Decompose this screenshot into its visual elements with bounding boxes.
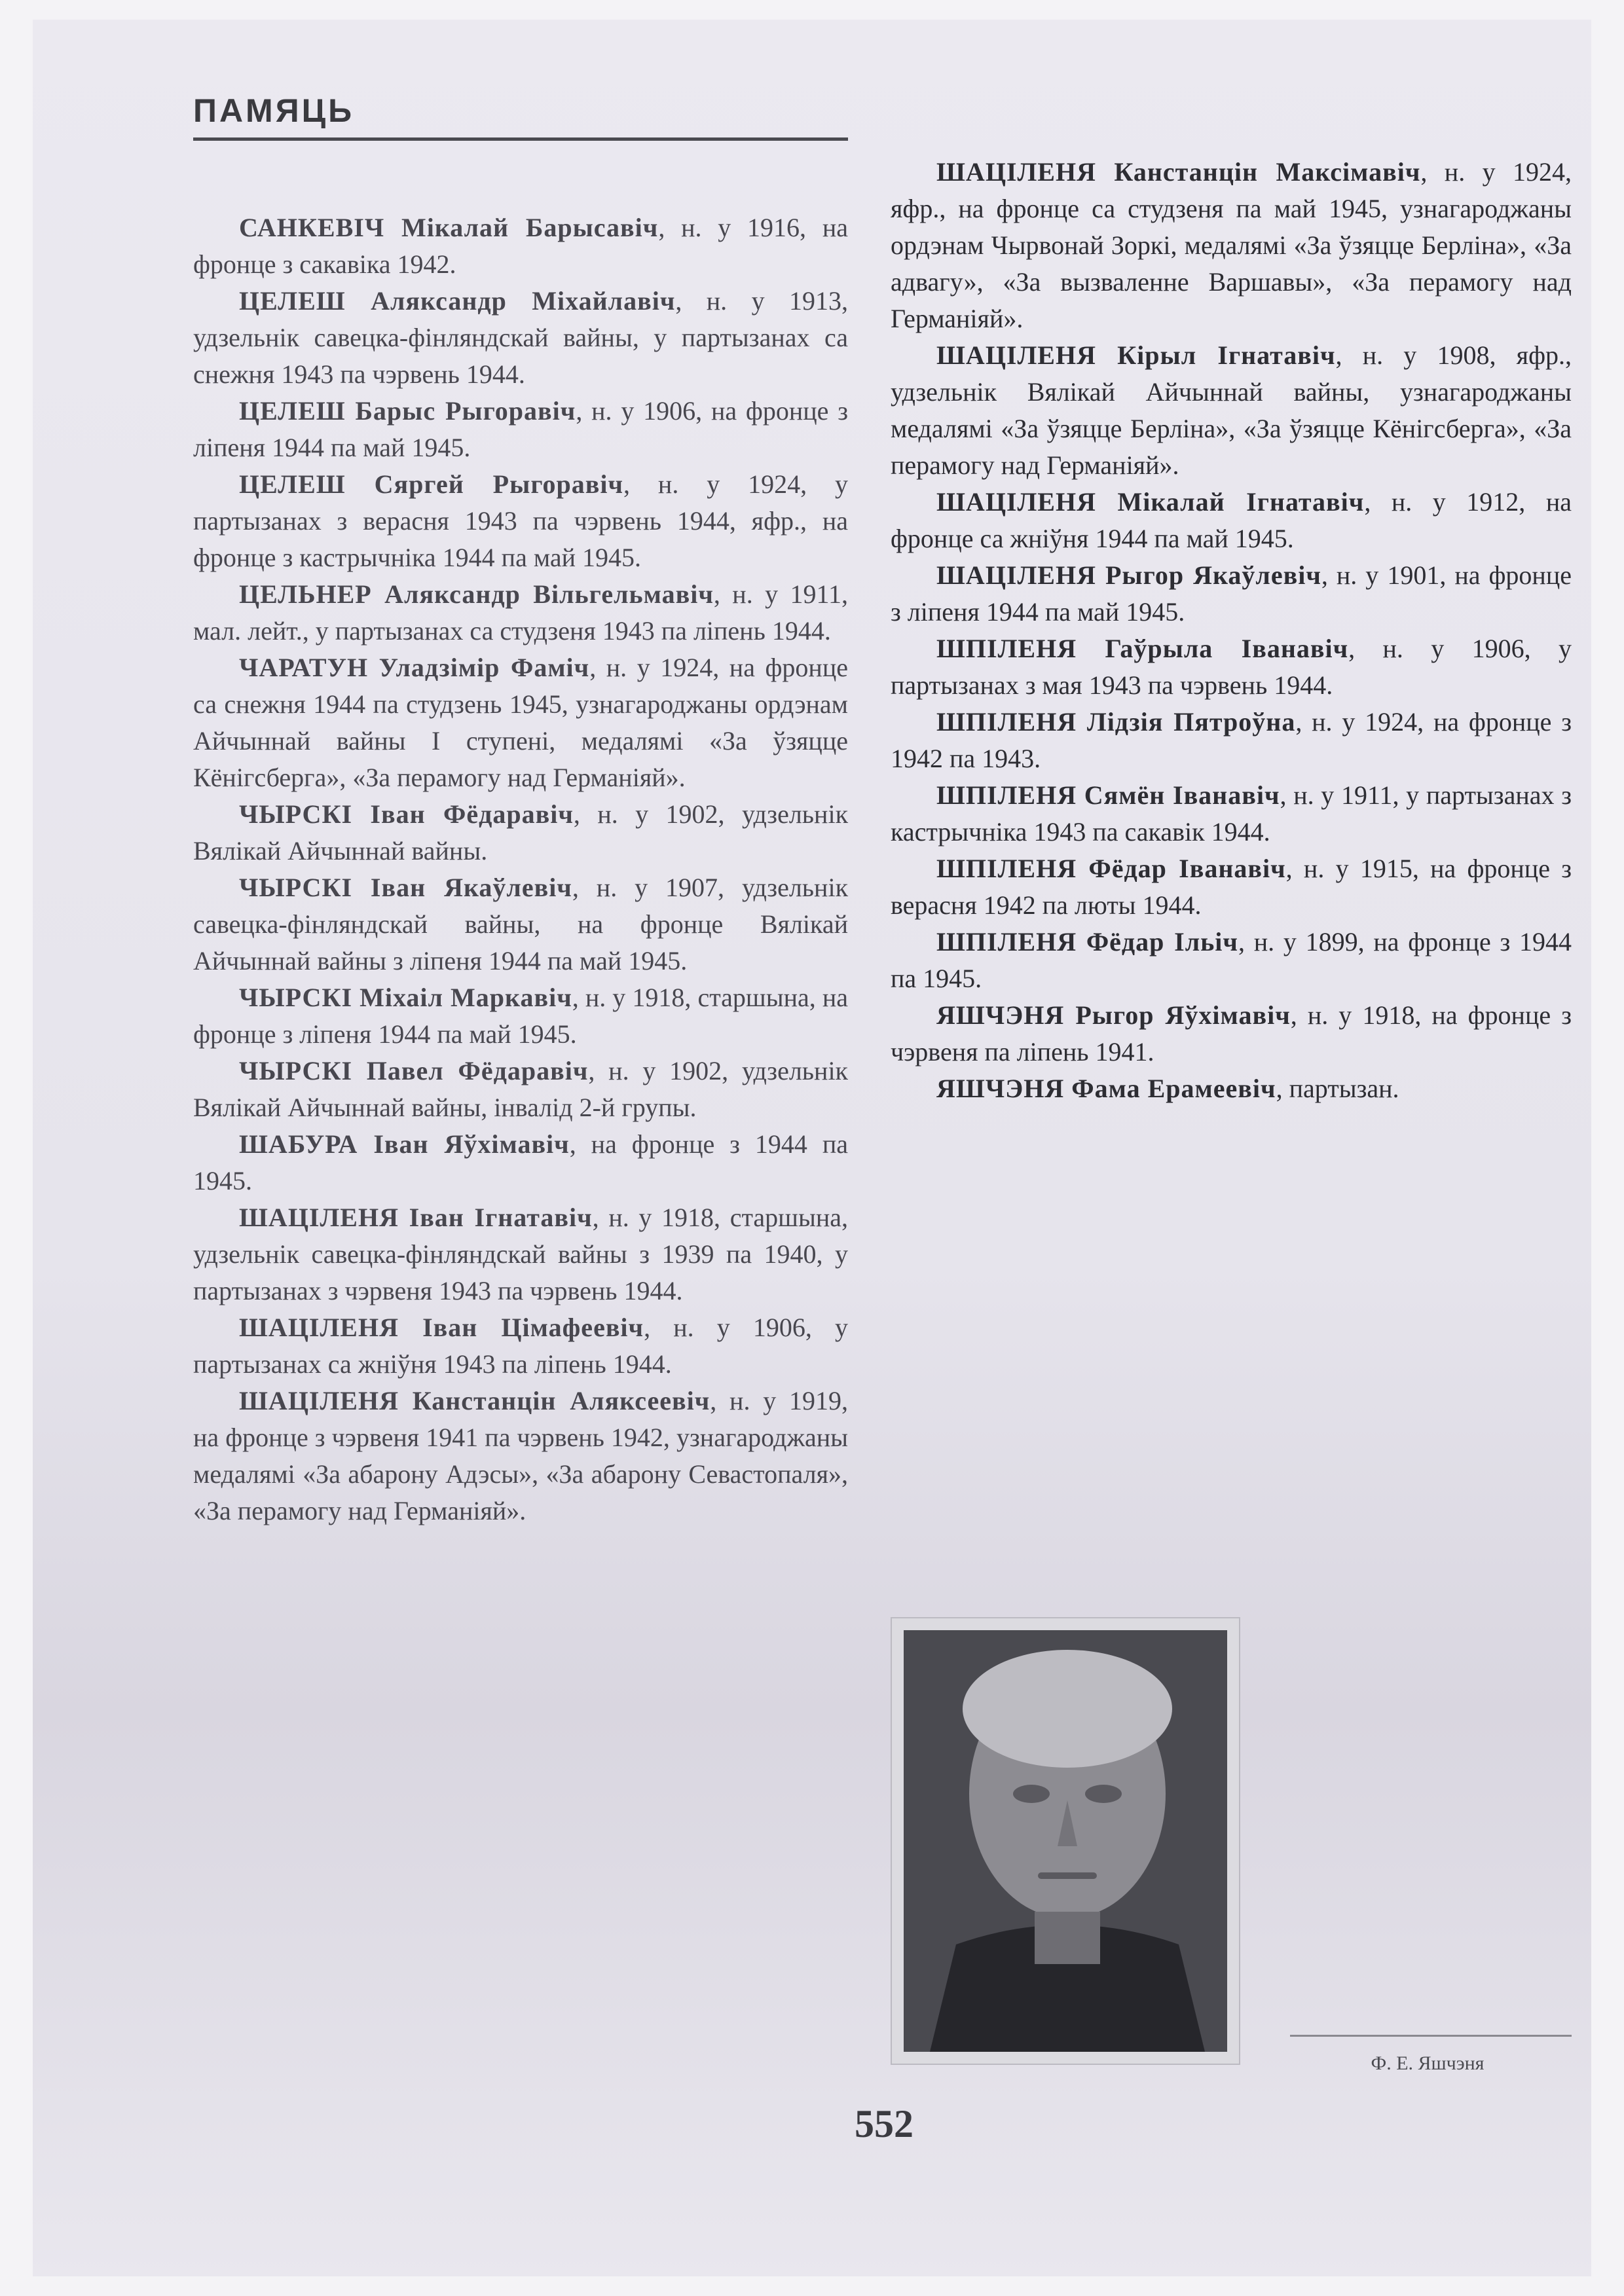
entry-name: ЧЫРСКІ Павел Фёдаравіч — [239, 1056, 589, 1085]
entry-text: , партызан. — [1276, 1074, 1399, 1103]
entry-text: , н. у 1908, яфр., удзельнік Вялікай Айчыннай вайны, узнагароджаны медалямі «За ўзяцце Берліна», «За ўзяцце Кёнігсберга», «За перамогу над Германіяй». — [891, 340, 1572, 480]
list-item — [193, 210, 848, 283]
list-item — [891, 630, 1572, 704]
list-item — [193, 1383, 848, 1529]
entry-text: , н. у 1906, у партызанах са жніўня 1943 па ліпень 1944. — [193, 1313, 848, 1379]
list-item — [891, 704, 1572, 777]
entry-name: ЦЕЛЬНЕР Аляксандр Вільгельмавіч — [239, 579, 714, 609]
entry-text: , н. у 1912, на фронце са жніўня 1944 па май 1945. — [891, 487, 1572, 553]
entry-text: , н. у 1899, на фронце з 1944 па 1945. — [891, 927, 1572, 993]
entry-name: ШАЦІЛЕНЯ Канстанцін Максімавіч — [936, 157, 1421, 187]
entry-name: ШАЦІЛЕНЯ Канстанцін Аляксеевіч — [239, 1386, 710, 1415]
right-column — [891, 154, 1572, 1107]
entry-name: ШАЦІЛЕНЯ Рыгор Якаўлевіч — [936, 560, 1321, 590]
list-item — [193, 283, 848, 393]
list-item — [891, 337, 1572, 484]
list-item — [891, 777, 1572, 850]
list-item — [193, 649, 848, 796]
entry-name: ШПІЛЕНЯ Гаўрыла Іванавіч — [936, 634, 1349, 663]
portrait-photo — [891, 1617, 1240, 2065]
entry-text: , на фронце з 1944 па 1945. — [193, 1129, 848, 1195]
list-item — [193, 796, 848, 869]
list-item — [891, 850, 1572, 924]
entry-text: , н. у 1919, на фронце з чэрвеня 1941 па чэрвень 1942, узнагароджаны медалямі «За абарону Адэсы», «За абарону Севастопаля», «За перамогу над Германіяй». — [193, 1386, 848, 1525]
entry-text: , н. у 1916, на фронце з сакавіка 1942. — [193, 213, 848, 279]
entry-text: , н. у 1918, на фронце з чэрвеня па ліпень 1941. — [891, 1000, 1572, 1066]
entry-text: , н. у 1902, удзельнік Вялікай Айчыннай вайны. — [193, 799, 849, 866]
entry-text: , н. у 1918, старшына, удзельнік савецка-фінляндскай вайны з 1939 па 1940, у партызанах з чэрвеня 1943 па чэрвень 1944. — [193, 1203, 848, 1305]
page-sheet — [33, 20, 1591, 2276]
entry-text: , н. у 1911, у партызанах з кастрычніка 1943 па сакавік 1944. — [891, 780, 1572, 847]
list-item — [193, 466, 848, 576]
entry-name: ЦЕЛЕШ Аляксандр Міхайлавіч — [239, 286, 676, 316]
list-item — [891, 924, 1572, 997]
caption-divider — [1290, 2035, 1572, 2037]
entry-name: ЯШЧЭНЯ Рыгор Яўхімавіч — [936, 1000, 1291, 1030]
entry-name: САНКЕВІЧ Мікалай Барысавіч — [239, 213, 659, 242]
portrait-image — [904, 1630, 1227, 2052]
page-header-title: ПАМЯЦЬ — [193, 92, 355, 129]
list-item — [193, 1309, 848, 1383]
header-divider — [193, 137, 848, 141]
list-item — [193, 1053, 848, 1126]
entry-text: , н. у 1918, старшына, на фронце з ліпеня 1944 па май 1945. — [193, 983, 848, 1049]
list-item — [193, 869, 848, 979]
entry-text: , н. у 1924, яфр., на фронце са студзеня па май 1945, узнагароджаны ордэнам Чырвонай Зоркі, медалямі «За ўзяцце Берліна», «За адвагу», «За вызваленне Варшавы», «За перамогу над Германіяй». — [891, 157, 1572, 333]
entry-name: ЧЫРСКІ Міхаіл Маркавіч — [239, 983, 572, 1012]
entry-text: , н. у 1915, на фронце з верасня 1942 па люты 1944. — [891, 854, 1572, 920]
list-item — [891, 484, 1572, 557]
entry-text: , н. у 1907, удзельнік савецка-фінляндскай вайны, на фронце Вялікай Айчыннай вайны з ліпеня 1944 па май 1945. — [193, 873, 848, 975]
entry-text: , н. у 1913, удзельнік савецка-фінляндскай вайны, у партызанах са снежня 1943 па чэрвень 1944. — [193, 286, 848, 389]
list-item — [193, 1126, 848, 1199]
entry-text: , н. у 1902, удзельнік Вялікай Айчыннай вайны, інвалід 2-й групы. — [193, 1056, 848, 1122]
entry-name: ШАЦІЛЕНЯ Іван Ігнатавіч — [239, 1203, 593, 1232]
list-item — [891, 154, 1572, 337]
entry-name: ШПІЛЕНЯ Фёдар Іванавіч — [936, 854, 1286, 883]
entry-name: ЧЫРСКІ Іван Фёдаравіч — [239, 799, 574, 829]
entry-text: , н. у 1901, на фронце з ліпеня 1944 па май 1945. — [891, 560, 1572, 627]
page-number: 552 — [855, 2102, 913, 2145]
list-item — [193, 576, 848, 649]
list-item — [891, 997, 1572, 1070]
list-item — [193, 979, 848, 1053]
entry-name: ШПІЛЕНЯ Фёдар Ільіч — [936, 927, 1238, 957]
entry-text: , н. у 1924, у партызанах з верасня 1943 па чэрвень 1944, яфр., на фронце з кастрычніка 1944 па май 1945. — [193, 469, 848, 572]
entry-text: , н. у 1924, на фронце з 1942 па 1943. — [891, 707, 1572, 773]
entry-name: ЧАРАТУН Уладзімір Фаміч — [239, 653, 590, 682]
photo-caption: Ф. Е. Яшчэня — [1371, 2052, 1485, 2074]
entry-text: , н. у 1924, на фронце са снежня 1944 па студзень 1945, узнагароджаны ордэнам Айчыннай вайны І ступені, медалямі «За ўзяцце Кёнігсберга», «За перамогу над Германіяй». — [193, 653, 848, 792]
list-item — [891, 557, 1572, 630]
left-column — [193, 210, 848, 1529]
entry-name: ЯШЧЭНЯ Фама Ерамеевіч — [936, 1074, 1276, 1103]
entry-name: ШАЦІЛЕНЯ Кірыл Ігнатавіч — [936, 340, 1336, 370]
entry-name: ЦЕЛЕШ Барыс Рыгоравіч — [239, 396, 576, 426]
list-item — [891, 1070, 1572, 1107]
portrait-illustration — [904, 1630, 1227, 2052]
entry-name: ЦЕЛЕШ Сяргей Рыгоравіч — [239, 469, 624, 499]
entry-name: ШПІЛЕНЯ Лідзія Пятроўна — [936, 707, 1296, 737]
entry-text: , н. у 1906, на фронце з ліпеня 1944 па май 1945. — [193, 396, 848, 462]
entry-name: ШАБУРА Іван Яўхімавіч — [239, 1129, 570, 1159]
list-item — [193, 393, 848, 466]
entry-name: ЧЫРСКІ Іван Якаўлевіч — [239, 873, 572, 902]
entry-name: ШПІЛЕНЯ Сямён Іванавіч — [936, 780, 1280, 810]
list-item — [193, 1199, 848, 1309]
entry-text: , н. у 1911, мал. лейт., у партызанах са студзеня 1943 па ліпень 1944. — [193, 579, 848, 646]
entry-text: , н. у 1906, у партызанах з мая 1943 па чэрвень 1944. — [891, 634, 1572, 700]
entry-name: ШАЦІЛЕНЯ Іван Цімафеевіч — [239, 1313, 644, 1342]
entry-name: ШАЦІЛЕНЯ Мікалай Ігнатавіч — [936, 487, 1365, 517]
